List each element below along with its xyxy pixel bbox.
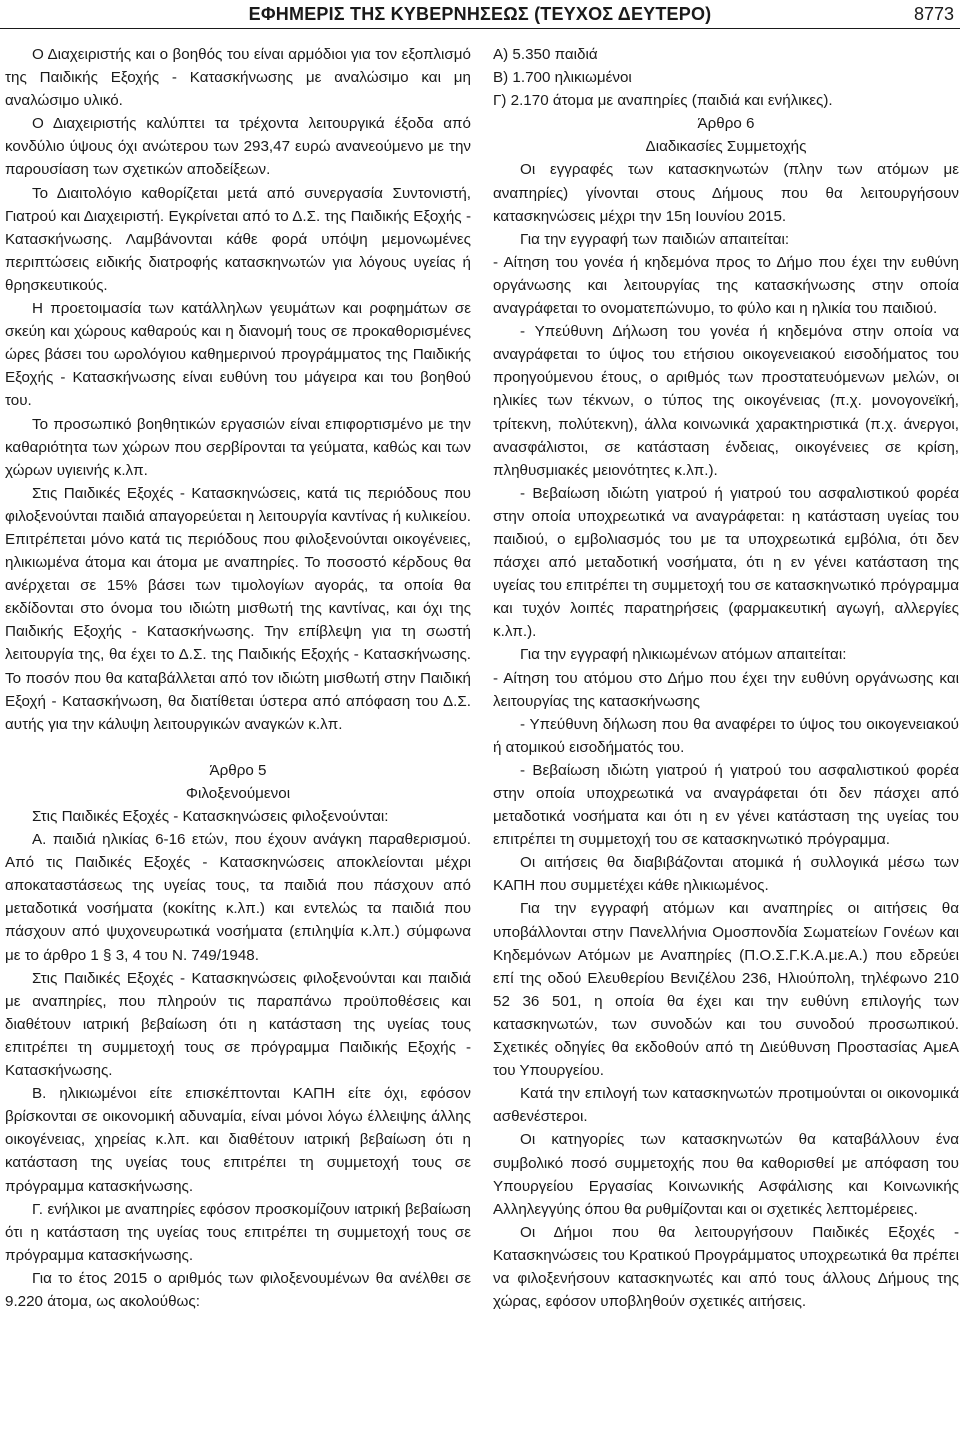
paragraph: Οι Δήμοι που θα λειτουργήσουν Παιδικές Εξοχές - Κατασκηνώσεις του Κρατικού Προγράμματος υποχρεωτικά θα πρέπει να φιλοξενήσουν κατασκηνωτές και από τους άλλους Δήμους της χώρας, εφόσον υποβληθούν σχετικές αιτήσεις. <box>493 1223 959 1311</box>
article-6-title: Άρθρο 6 <box>697 115 755 133</box>
article-5-title: Άρθρο 5 <box>209 761 267 779</box>
paragraph: Α. παιδιά ηλικίας 6-16 ετών, που έχουν ανάγκη παραθερισμού. Από τις Παιδικές Εξοχές - Κατασκηνώσεις αποκλείονται μέχρι αποκαταστάσεως της υγείας τους, τα παιδιά που πάσχουν από μεταδοτικά νοσήματα (κοκίτης κ.λπ.) και εντελώς τα παιδιά που πάσχουν από ψυχονευρωτικά νοσήματα (επιληψία κ.λπ.) σύμφωνα με το άρθρο 1 § 3, 4 του Ν. 749/1948. <box>5 831 471 964</box>
paragraph: Το Διαιτολόγιο καθορίζεται μετά από συνεργασία Συντονιστή, Γιατρού και Διαχειριστή. Εγκρίνεται από το Δ.Σ. της Παιδικής Εξοχής - Κατασκήνωσης. Λαμβάνονται κάθε φορά υπόψη μεμονωμένες περιπτώσεις ειδικής διατροφής κατασκηνωτών για λόγους υγείας ή θρησκευτικούς. <box>5 184 471 294</box>
paragraph: Για την εγγραφή ατόμων και αναπηρίες οι αιτήσεις θα υποβάλλονται στην Πανελλήνια Ομοσπονδία Σωματείων Γονέων και Κηδεμόνων Ατόμων με Αναπηρίες (Π.Ο.Σ.Γ.Κ.Α.με.Α.) που εδρεύει επί της οδού Ελευθερίου Βενιζέλου 236, Ηλιούπολη, τηλέφωνο 210 52 36 501, η οποία θα έχει και την ευθύνη επιλογής των κατασκηνωτών, των συνοδών και του συνοδού προσωπικού. Σχετικές οδηγίες θα εκδοθούν από τη Διεύθυνση Προστασίας ΑμεΑ του Υπουργείου. <box>493 900 959 1080</box>
paragraph: Για το έτος 2015 ο αριθμός των φιλοξενουμένων θα ανέλθει σε 9.220 άτομα, ως ακολούθως: <box>5 1269 471 1310</box>
paragraph: - Αίτηση του ατόμου στο Δήμο που έχει την ευθύνη οργάνωσης και λειτουργίας της κατασκήνωσης <box>493 669 959 710</box>
paragraph: Η προετοιμασία των κατάλληλων γευμάτων και ροφημάτων σε σκεύη και χώρους καθαρούς και η διανομή τους σε προκαθορισμένες ώρες βάσει του ωρολόγιου καθημερινού προγράμματος της Παιδικής Εξοχής - Κατασκήνωσης είναι ευθύνη του μάγειρα και του βοηθού του. <box>5 300 471 410</box>
paragraph: - Βεβαίωση ιδιώτη γιατρού ή γιατρού του ασφαλιστικού φορέα στην οποία υποχρεωτικά να αναγράφεται: η κατάσταση υγείας του παιδιού, ο εμβολιασμός του με τα υποχρεωτικά εμβόλια, ότι δεν πάσχει από μεταδοτική νοσήματα, ότι η εν γένει κατάσταση της υγείας του επιτρέπει τη συμμετοχή του σε κατασκηνωτικό πρόγραμμα και τυχόν λοιπές παρατηρήσεις (φαρμακευτική αγωγή, αλλεργίες κ.λπ.). <box>493 484 959 641</box>
paragraph: - Υπεύθυνη δήλωση που θα αναφέρει το ύψος του οικογενειακού ή ατομικού εισοδήματός του. <box>493 715 959 756</box>
header-divider <box>0 28 960 29</box>
article-5-subtitle: Φιλοξενούμενοι <box>185 784 291 802</box>
left-column <box>5 43 471 1313</box>
article-6-subtitle: Διαδικασίες Συμμετοχής <box>645 138 807 156</box>
page-header <box>0 0 960 30</box>
count-item: Β) 1.700 ηλικιωμένοι <box>493 69 632 87</box>
paragraph: Το προσωπικό βοηθητικών εργασιών είναι επιφορτισμένο με την καθαριότητα των χώρων που σερβίρονται τα γεύματα, καθώς και των χώρων υγιεινής κ.λπ. <box>5 415 471 479</box>
paragraph: - Υπεύθυνη Δήλωση του γονέα ή κηδεμόνα στην οποία να αναγράφεται το ύψος του ετήσιου οικογενειακού εισοδήματος του προηγούμενου έτους, ο αριθμός των προστατευόμενων μελών, οι ηλικίες των τέκνων, ο τύπος της οικογένειας (π.χ. μονογονεϊκή, τρίτεκνη, πολύτεκνη), άλλα κοινωνικά χαρακτηριστικά (π.χ. άνεργοι, ανασφάλιστοι, σε κατάσταση ένδειας, οικογένειες σε κρίση, πληθυσμιακές μειονότητες κ.λπ.). <box>493 323 959 479</box>
paragraph: Ο Διαχειριστής και ο βοηθός του είναι αρμόδιοι για τον εξοπλισμό της Παιδικής Εξοχής - Κατασκήνωσης με αναλώσιμο και μη αναλώσιμο υλικό. <box>5 46 471 110</box>
paragraph: Στις Παιδικές Εξοχές - Κατασκηνώσεις, κατά τις περιόδους που φιλοξενούνται παιδιά απαγορεύεται η λειτουργία καντίνας ή κυλικείου. Επιτρέπεται μόνο κατά τις περιόδους που φιλοξενούνται οικογένειες, ηλικιωμένα άτομα και άτομα με αναπηρίες. Το ποσοστό κέρδους θα ανέρχεται σε 15% βάσει των τιμολογίων αγοράς, τα οποία θα εκδίδονται στο όνομα του ιδιώτη μισθωτή της καντίνας, και όχι της Παιδικής Εξοχής - Κατασκήνωσης. Την επίβλεψη για τη σωστή λειτουργία της, θα έχει το Δ.Σ. της Παιδικής Εξοχής - Κατασκήνωσης. Το ποσόν που θα καταβάλλεται από τον ιδιώτη μισθωτή στην Παιδική Εξοχή - Κατασκήνωση, θα διατίθεται ύστερα από απόφαση του Δ.Σ. αυτής για την κάλυψη λειτουργικών αναγκών κ.λπ. <box>5 484 471 733</box>
count-item: Γ) 2.170 άτομα με αναπηρίες (παιδιά και ενήλικες). <box>493 92 833 110</box>
paragraph: Οι κατηγορίες των κατασκηνωτών θα καταβάλλουν ένα συμβολικό ποσό συμμετοχής που θα καθορισθεί με απόφαση του Υπουργείου Εργασίας Κοινωνικής Ασφάλισης και Κοινωνικής Αλληλεγγύης όπου θα ρυθμίζονται και οι σχετικές λεπτομέρειες. <box>493 1131 959 1218</box>
paragraph: Στις Παιδικές Εξοχές - Κατασκηνώσεις φιλοξενούνται: <box>32 808 389 825</box>
paragraph: Β. ηλικιωμένοι είτε επισκέπτονται ΚΑΠΗ είτε όχι, εφόσον βρίσκονται σε οικονομική αδυναμία, είναι μόνοι λόγω έλλειψης άλλης οικογένειας, χηρείας κ.λπ. και διαθέτουν ιατρική βεβαίωση ότι η κατάσταση της υγείας τους επιτρέπει τη συμμετοχή τους σε πρόγραμμα κατασκήνωσης. <box>5 1085 471 1195</box>
paragraph: Ο Διαχειριστής καλύπτει τα τρέχοντα λειτουργικά έξοδα από κονδύλιο ύψους όχι ανώτερου των 293,47 ευρώ ανανεούμενο με την παρουσίαση των σχετικών αποδείξεων. <box>5 115 471 179</box>
paragraph: Οι αιτήσεις θα διαβιβάζονται ατομικά ή συλλογικά μέσω των ΚΑΠΗ που συμμετέχει κάθε ηλικιωμένος. <box>493 854 959 895</box>
right-column <box>493 43 959 1313</box>
paragraph: Στις Παιδικές Εξοχές - Κατασκηνώσεις φιλοξενούνται και παιδιά με αναπηρίες, που πληρούν τις παραπάνω προϋποθέσεις και διαθέτουν ιατρική βεβαίωση ότι η κατάσταση της υγείας τους επιτρέπει τη συμμετοχή τους σε πρόγραμμα Παιδικής Εξοχής - Κατασκήνωσης. <box>5 969 471 1080</box>
paragraph: Οι εγγραφές των κατασκηνωτών (πλην των ατόμων με αναπηρίες) γίνονται στους Δήμους που θα λειτουργήσουν κατασκηνώσεις μέχρι την 15η Ιουνίου 2015. <box>493 161 959 225</box>
paragraph: - Αίτηση του γονέα ή κηδεμόνα προς το Δήμο που έχει την ευθύνη οργάνωσης και λειτουργίας της κατασκήνωσης στην οποία αναγράφεται το ονοματεπώνυμο, το φύλο και η ηλικία του παιδιού. <box>493 253 959 318</box>
paragraph: Για την εγγραφή ηλικιωμένων ατόμων απαιτείται: <box>520 646 847 664</box>
count-item: Α) 5.350 παιδιά <box>493 46 598 63</box>
paragraph: Για την εγγραφή των παιδιών απαιτείται: <box>520 230 790 248</box>
paragraph: Γ. ενήλικοι με αναπηρίες εφόσον προσκομίζουν ιατρική βεβαίωση ότι η κατάσταση της υγείας τους επιτρέπει τη συμμετοχή τους σε πρόγραμμα κατασκήνωσης. <box>5 1200 471 1264</box>
paragraph: - Βεβαίωση ιδιώτη γιατρού ή γιατρού του ασφαλιστικού φορέα στην οποία υποχρεωτικά να αναγράφεται ότι δεν πάσχει από μεταδοτικά νοσήματα και ότι η εν γένει κατάσταση της υγείας του επιτρέπει τη συμμετοχή του σε κατασκηνωτικό πρόγραμμα. <box>493 761 959 849</box>
page-number: 8773 <box>913 4 954 24</box>
gazette-title: ΕΦΗΜΕΡΙΣ ΤΗΣ ΚΥΒΕΡΝΗΣΕΩΣ (ΤΕΥΧΟΣ ΔΕΥΤΕΡΟ) <box>248 4 712 24</box>
paragraph: Κατά την επιλογή των κατασκηνωτών προτιμούνται οι οικονομικά ασθενέστεροι. <box>493 1085 959 1126</box>
